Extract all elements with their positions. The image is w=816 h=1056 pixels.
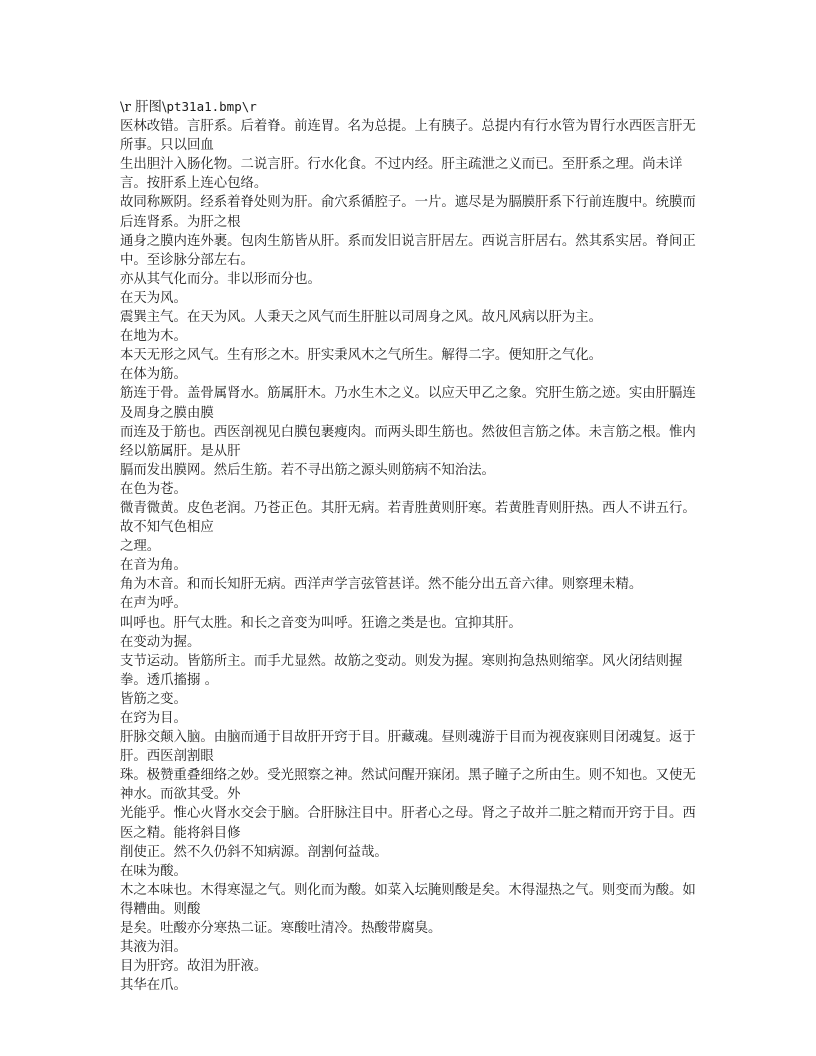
text-line: 微青微黄。皮色老润。乃苍正色。其肝无病。若青胜黄则肝寒。若黄胜青则肝热。西人不讲五行。故不知气色相应 — [120, 500, 696, 536]
text-line: 本天无形之风气。生有形之木。肝实秉风木之气所生。解得二字。便知肝之气化。 — [120, 348, 603, 364]
text-line: 在地为木。 — [120, 329, 187, 345]
text-line: 在色为苍。 — [120, 481, 187, 497]
text-line: 其液为泪。 — [120, 940, 187, 956]
text-line: 而连及于筋也。西医剖视见白膜包裹瘦肉。而两头即生筋也。然彼但言筋之体。未言筋之根。惟内经以筋属肝。是从肝 — [120, 424, 696, 459]
text-line: 通身之膜内连外裹。包肉生筋皆从肝。系而发旧说言肝居左。西说言肝居右。然其系实居。脊间正中。至诊脉分部左右。 — [120, 233, 696, 268]
text-line: 在音为角。 — [120, 558, 187, 574]
text-line: 珠。极赞重叠细络之妙。受光照察之神。然试问醒开寐闭。黑子瞳子之所由生。则不知也。又使无神水。而欲其受。外 — [120, 768, 696, 803]
text-line: 支节运动。皆筋所主。而手尤显然。故筋之变动。则发为握。寒则拘急热则缩挛。风火闭结则握拳。透爪搐搦 。 — [120, 653, 683, 688]
text-line: 在声为呼。 — [120, 596, 187, 612]
text-line: 膈而发出膜网。然后生筋。若不寻出筋之源头则筋病不知治法。 — [120, 462, 495, 478]
text-body — [120, 117, 700, 995]
text-line: 之理。 — [120, 539, 161, 555]
text-line: 在天为风。 — [120, 290, 187, 306]
text-line: 亦从其气化而分。非以形而分也。 — [120, 271, 321, 287]
text-line: 光能乎。惟心火肾水交会于脑。合肝脉注目中。肝者心之母。肾之子故并二脏之精而开窍于目。西医之精。能将斜目修 — [120, 806, 696, 841]
text-line: 皆筋之变。 — [120, 691, 187, 707]
image-filename: pt31a1.bmp\r — [166, 99, 257, 114]
text-line: 筋连于骨。盖骨属肾水。筋属肝木。乃水生木之义。以应天甲乙之象。究肝生筋之迹。实由肝膈连及周身之膜由膜 — [120, 386, 696, 421]
text-line: 在体为筋。 — [120, 367, 187, 383]
text-line: 在窍为目。 — [120, 711, 187, 726]
text-line: 在变动为握。 — [120, 634, 201, 650]
image-reference-line — [120, 97, 700, 117]
text-line: 其华在爪。 — [120, 978, 187, 994]
text-line: 是矣。吐酸亦分寒热二证。寒酸吐清冷。热酸带腐臭。 — [120, 921, 442, 937]
image-reference-prefix: \r 肝图\ — [120, 100, 167, 115]
text-line: 故同称厥阴。经系着脊处则为肝。俞穴系循腔子。一片。遮尽是为膈膜肝系下行前连腹中。统膜而后连肾系。为肝之根 — [120, 195, 696, 230]
text-line: 木之本味也。木得寒湿之气。则化而为酸。如菜入坛腌则酸是矣。木得湿热之气。则变而为酸。如 得糟曲。则酸 — [120, 882, 696, 917]
text-line: 在味为酸。 — [120, 863, 187, 879]
text-line: 医林改错。言肝系。后着脊。前连胃。名为总提。上有胰子。总提内有行水管为胃行水西医言肝无所事。只以回血 — [120, 119, 696, 154]
document-page — [120, 97, 700, 995]
text-line: 肝脉交颠入脑。由脑而通于目故肝开窍于目。肝藏魂。昼则魂游于目而为视夜寐则目闭魂复。返于肝。西医剖割眼 — [120, 730, 696, 765]
text-line: 生出胆汁入肠化物。二说言肝。行水化食。不过内经。肝主疏泄之义而已。至肝系之理。尚未详言。按肝系上连心包络。 — [120, 157, 683, 192]
text-line: 削使正。然不久仍斜不知病源。剖割何益哉。 — [120, 844, 388, 860]
text-line: 叫呼也。肝气太胜。和长之音变为叫呼。狂谵之类是也。宜抑其肝。 — [120, 615, 522, 631]
text-line: 目为肝窍。故泪为肝液。 — [120, 959, 268, 975]
text-line: 震巽主气。在天为风。人秉天之风气而生肝脏以司周身之风。故凡风病以肝为主。 — [120, 310, 603, 326]
text-line: 角为木音。和而长知肝无病。西洋声学言弦管甚详。然不能分出五音六律。则察理未精。 — [120, 577, 643, 593]
